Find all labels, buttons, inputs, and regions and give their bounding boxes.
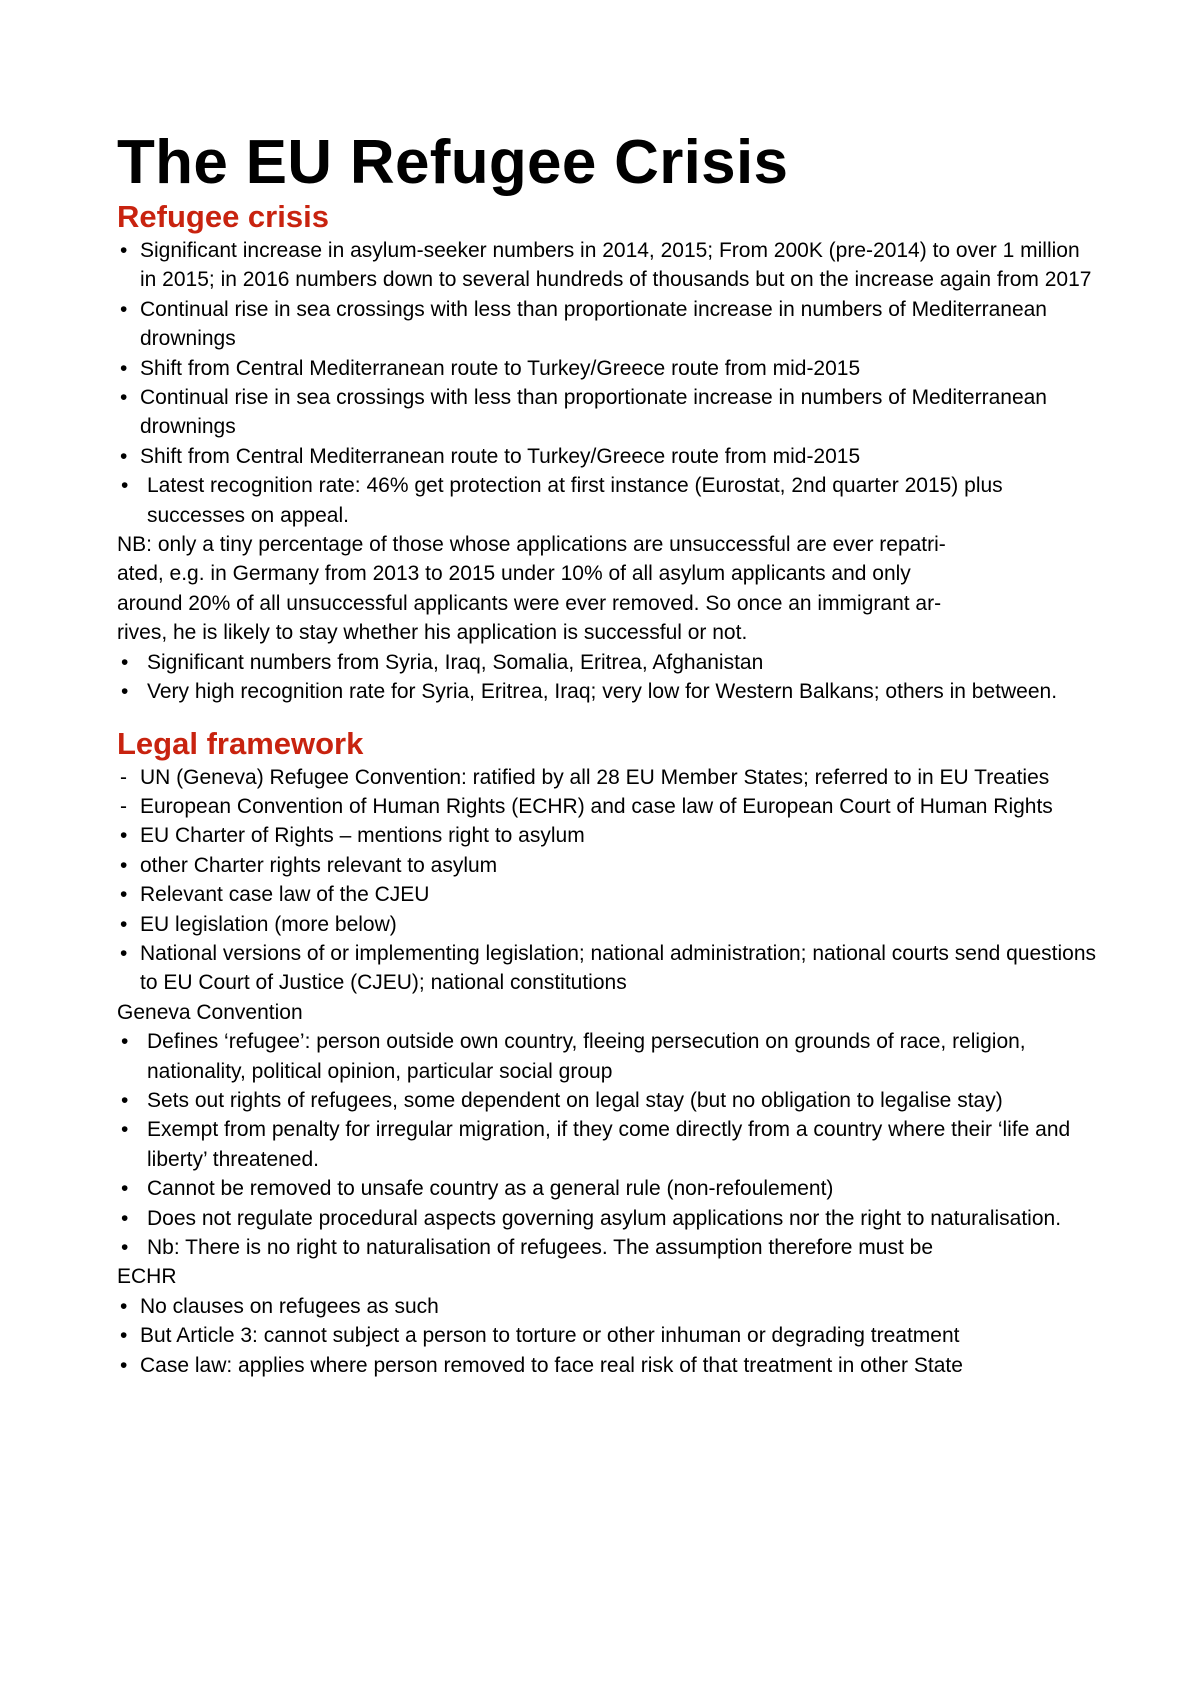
list-item xyxy=(117,763,1097,792)
bullet-marker: • xyxy=(121,1118,129,1142)
list-item xyxy=(117,821,1097,850)
list-item-text: Cannot be removed to unsafe country as a general rule (non-refoulement) xyxy=(147,1177,834,1201)
list-item xyxy=(117,1027,1097,1086)
bullet-marker: • xyxy=(120,444,128,468)
list-item xyxy=(117,677,1097,706)
list-item-text: But Article 3: cannot subject a person to torture or other inhuman or degrading treatment xyxy=(140,1324,960,1348)
list-item xyxy=(117,442,1097,471)
nb-line: rives, he is likely to stay whether his application is successful or not. xyxy=(117,621,748,645)
refugee-crisis-list-c xyxy=(117,648,1097,707)
bullet-marker: • xyxy=(120,912,128,936)
subheading-echr: ECHR xyxy=(117,1265,177,1289)
list-item xyxy=(117,792,1097,821)
list-item xyxy=(117,1292,1097,1321)
list-item-text: EU Charter of Rights – mentions right to asylum xyxy=(140,824,585,848)
refugee-crisis-list-a xyxy=(117,236,1097,530)
list-item-text: Sets out rights of refugees, some dependent on legal stay (but no obligation to legalise stay) xyxy=(147,1088,1003,1112)
list-item-text: Significant numbers from Syria, Iraq, Somalia, Eritrea, Afghanistan xyxy=(147,650,764,674)
bullet-marker: • xyxy=(121,1030,129,1054)
dash-marker: - xyxy=(120,794,127,818)
list-item xyxy=(117,1204,1097,1233)
list-item-text: European Convention of Human Rights (ECHR) and case law of European Court of Human Rights xyxy=(140,794,1053,818)
subheading-geneva-convention: Geneva Convention xyxy=(117,1000,303,1024)
list-item xyxy=(117,939,1097,998)
list-item-text: Very high recognition rate for Syria, Eritrea, Iraq; very low for Western Balkans; others in between. xyxy=(147,680,1058,704)
list-item-text: No clauses on refugees as such xyxy=(140,1294,439,1318)
bullet-marker: • xyxy=(120,239,128,262)
legal-framework-bullet-list xyxy=(117,821,1097,997)
bullet-marker: • xyxy=(120,386,128,410)
list-item xyxy=(117,910,1097,939)
bullet-marker: • xyxy=(121,1206,129,1230)
list-item-text: Exempt from penalty for irregular migration, if they come directly from a country where their ‘life and liberty’ threatened. xyxy=(147,1118,1071,1171)
list-item-text: Latest recognition rate: 46% get protection at first instance (Eurostat, 2nd quarter 2015) plus successes on appeal. xyxy=(147,474,1003,527)
section-heading-refugee-crisis: Refugee crisis xyxy=(117,199,329,234)
list-item-text: Continual rise in sea crossings with less than proportionate increase in numbers of Mediterranean drownings xyxy=(140,297,1047,351)
list-item-text: Shift from Central Mediterranean route to Turkey/Greece route from mid-2015 xyxy=(140,444,861,468)
list-item xyxy=(117,880,1097,909)
nb-line: around 20% of all unsuccessful applicants were ever removed. So once an immigrant ar- xyxy=(117,591,942,615)
list-item xyxy=(117,1321,1097,1350)
bullet-marker: • xyxy=(120,883,128,907)
list-item xyxy=(117,1086,1097,1115)
list-item-text: Defines ‘refugee’: person outside own country, fleeing persecution on grounds of race, religion, nationality, political opinion, particular social group xyxy=(147,1030,1026,1083)
section-heading-legal-framework: Legal framework xyxy=(117,725,364,761)
list-item-text: other Charter rights relevant to asylum xyxy=(140,853,498,877)
nb-paragraph xyxy=(117,530,1097,648)
geneva-convention-list xyxy=(117,1027,1097,1262)
list-item-text: EU legislation (more below) xyxy=(140,912,397,936)
list-item xyxy=(117,1115,1097,1174)
bullet-marker: • xyxy=(120,1353,128,1377)
nb-line: NB: only a tiny percentage of those whose applications are unsuccessful are ever repatri- xyxy=(117,533,946,557)
list-item-text: UN (Geneva) Refugee Convention: ratified by all 28 EU Member States; referred to in EU Treaties xyxy=(140,765,1050,789)
bullet-marker: • xyxy=(121,1177,129,1201)
bullet-marker: • xyxy=(120,356,128,380)
dash-marker: - xyxy=(120,765,127,789)
list-item-text: Case law: applies where person removed to face real risk of that treatment in other State xyxy=(140,1353,963,1377)
bullet-marker: • xyxy=(120,1294,128,1318)
list-item xyxy=(117,471,1097,530)
list-item-text: Does not regulate procedural aspects governing asylum applications nor the right to naturalisation. xyxy=(147,1206,1062,1230)
list-item-text: Continual rise in sea crossings with less than proportionate increase in numbers of Mediterranean drownings xyxy=(140,386,1047,439)
bullet-marker: • xyxy=(121,1088,129,1112)
list-item xyxy=(117,295,1097,354)
list-item-text: Significant increase in asylum-seeker numbers in 2014, 2015; From 200K (pre-2014) to over 1 million in 2015; in 2016 numbers down to several hundreds of thousands but on the increase again from 2017 xyxy=(140,239,1092,292)
bullet-marker: • xyxy=(120,297,128,321)
bullet-marker: • xyxy=(121,650,129,674)
list-item-text: Shift from Central Mediterranean route to Turkey/Greece route from mid-2015 xyxy=(140,356,861,380)
document-content xyxy=(117,128,1097,1380)
bullet-marker: • xyxy=(120,941,128,965)
bullet-marker: • xyxy=(120,1324,128,1348)
list-item xyxy=(117,1351,1097,1380)
list-item xyxy=(117,648,1097,677)
list-item-text: Nb: There is no right to naturalisation of refugees. The assumption therefore must be xyxy=(147,1236,933,1259)
list-item xyxy=(117,851,1097,880)
echr-list xyxy=(117,1292,1097,1380)
list-item xyxy=(117,1233,1097,1262)
bullet-marker: • xyxy=(121,680,129,704)
legal-framework-dash-list xyxy=(117,763,1097,822)
list-item-text: National versions of or implementing legislation; national administration; national courts send questions to EU Court of Justice (CJEU); national constitutions xyxy=(140,941,1097,995)
document-title: The EU Refugee Crisis xyxy=(117,128,789,197)
list-item xyxy=(117,236,1097,295)
list-item xyxy=(117,354,1097,383)
list-item-text: Relevant case law of the CJEU xyxy=(140,883,430,907)
nb-line: ated, e.g. in Germany from 2013 to 2015 under 10% of all asylum applicants and only xyxy=(117,562,911,586)
list-item xyxy=(117,1174,1097,1203)
bullet-marker: • xyxy=(120,853,128,877)
bullet-marker: • xyxy=(120,824,128,848)
list-item xyxy=(117,383,1097,442)
bullet-marker: • xyxy=(121,1236,129,1259)
bullet-marker: • xyxy=(121,474,129,498)
